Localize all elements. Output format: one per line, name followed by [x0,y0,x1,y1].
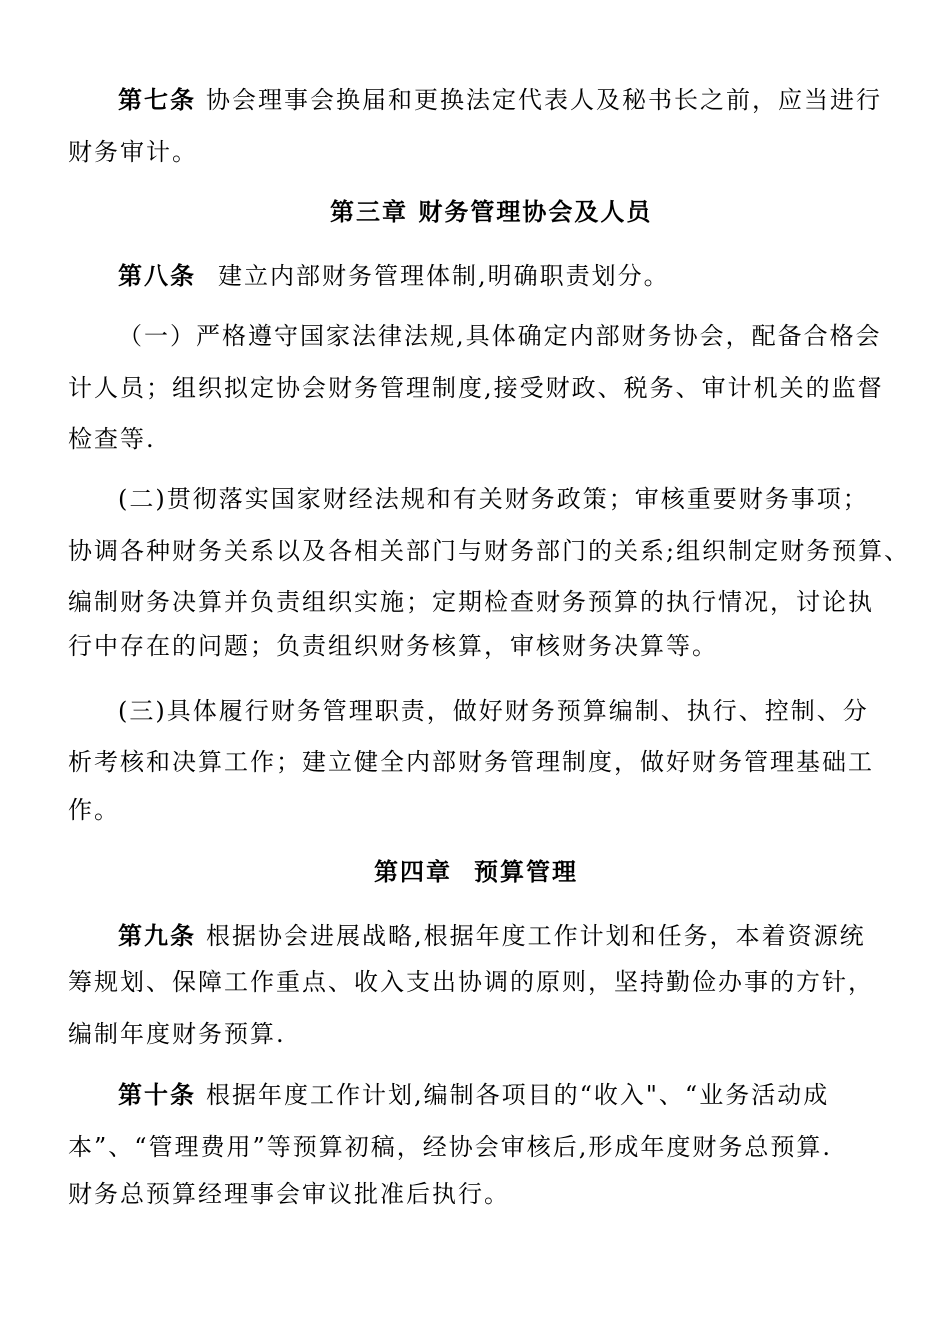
article-9-line-2: 筹规划、保障工作重点、收入支出协调的原则，坚持勤俭办事的方针， [68,968,874,996]
article-10-line-2: 本”、“管理费用”等预算初稿，经协会审核后,形成年度财务总预算. [68,1133,833,1161]
item-3-line-2: 析考核和决算工作；建立健全内部财务管理制度，做好财务管理基础工 [68,748,874,776]
article-7-line-2: 财务审计。 [68,138,198,166]
article-10-line-1 [118,1081,829,1109]
article-10-text-1: 根据年度工作计划,编制各项目的“收入"、“业务活动成 [206,1081,830,1109]
chapter-4-title: 预算管理 [474,857,578,886]
item-3-line-3: 作。 [68,796,120,824]
item-1-line-3: 检查等. [68,425,156,453]
item-2-line-4: 行中存在的问题；负责组织财务核算，审核财务决算等。 [68,632,718,660]
item-2-line-1: (二)贯彻落实国家财经法规和有关财务政策；审核重要财务事项； [118,485,869,513]
item-2-line-2: 协调各种财务关系以及各相关部门与财务部门的关系;组织制定财务预算、 [68,537,911,565]
article-9-line-3: 编制年度财务预算. [68,1020,286,1048]
article-8-text: 建立内部财务管理体制,明确职责划分。 [218,262,670,290]
article-7-line-1 [118,86,882,114]
article-8-line [118,262,670,290]
article-9-line-1 [118,922,866,950]
item-1-line-2: 计人员；组织拟定协会财务管理制度,接受财政、税务、审计机关的监督 [68,374,884,402]
item-2-line-3: 编制财务决算并负责组织实施；定期检查财务预算的执行情况，讨论执 [68,588,874,616]
article-10-label: 第十条 [118,1080,196,1109]
article-9-label: 第九条 [118,921,196,950]
chapter-3-heading: 第三章 财务管理协会及人员 [330,197,653,226]
article-8-label: 第八条 [118,261,196,290]
article-7-label: 第七条 [118,85,196,114]
chapter-4-number: 第四章 [374,857,452,886]
chapter-4-heading [374,858,578,886]
item-1-line-1: （一）严格遵守国家法律法规,具体确定内部财务协会，配备合格会 [118,322,882,350]
article-7-text-1: 协会理事会换届和更换法定代表人及秘书长之前，应当进行 [206,86,882,114]
article-9-text-1: 根据协会进展战略,根据年度工作计划和任务，本着资源统 [206,922,866,950]
article-10-line-3: 财务总预算经理事会审议批准后执行。 [68,1180,510,1208]
item-3-line-1: (三)具体履行财务管理职责，做好财务预算编制、执行、控制、分 [118,697,869,725]
